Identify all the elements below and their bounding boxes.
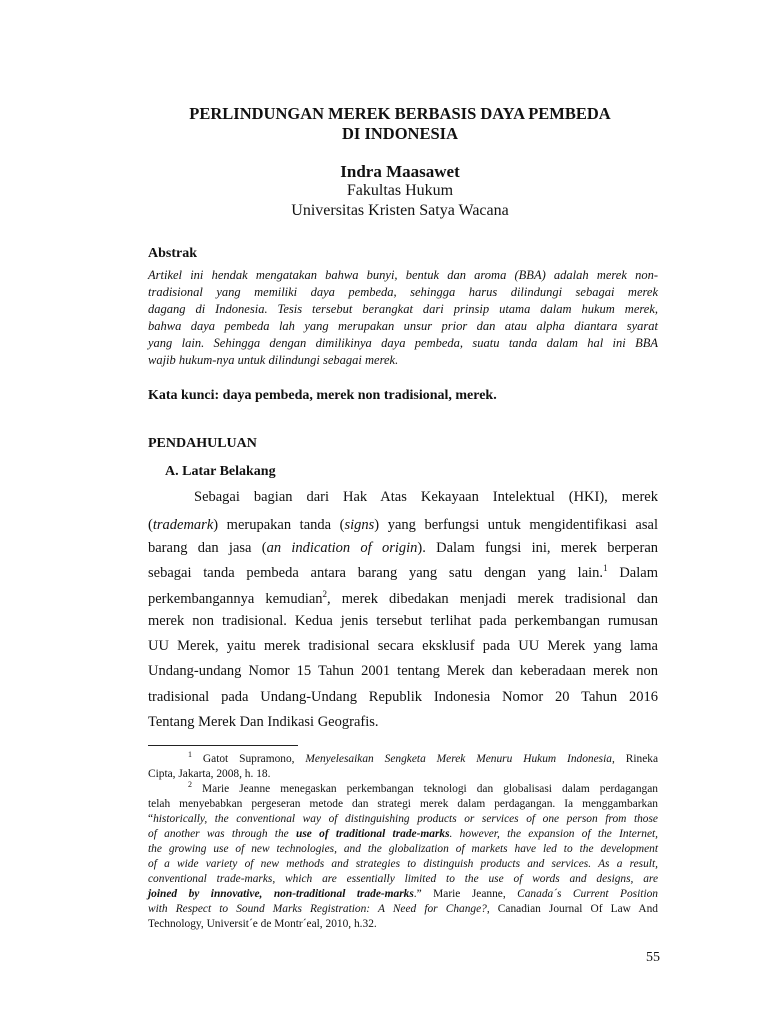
affiliation-university: Universitas Kristen Satya Wacana	[291, 202, 509, 219]
body-line: UU Merek, yaitu merek tradisional secara eksklusif pada UU Merek yang lama	[148, 638, 658, 654]
footnote-1: $^1$ Gatot Supramono, Menyelesaikan Sengketa Merek Menuru Hukum Indonesia, Rineka	[188, 750, 658, 765]
abstract-line: dagang di Indonesia. Tesis tersebut berangkat dari prinsip utama dalam hukum merek,	[148, 302, 658, 316]
affiliation-faculty: Fakultas Hukum	[346, 182, 454, 199]
page-number: 55	[646, 950, 660, 965]
abstract-line: bahwa daya pembeda lah yang merupakan unsur prior dan atau alpha diantara syarat	[148, 319, 658, 333]
abstract-line: Artikel ini hendak mengatakan bahwa bunyi, bentuk dan aroma (BBA) adalah merek non-	[148, 268, 658, 282]
footnote-2-line: telah menyebabkan pergeseran metode dan strategi merek dalam perdagangan. Ia menggambarkan	[148, 798, 658, 810]
abstract-line: wajib hukum-nya untuk dilindungi sebagai merek.	[148, 353, 399, 367]
paper-title-line-1: PERLINDUNGAN MEREK BERBASIS DAYA PEMBEDA	[189, 104, 611, 123]
body-line: Sebagai bagian dari Hak Atas Kekayaan Intelektual (HKI), merek	[194, 489, 658, 505]
body-line: Undang-undang Nomor 15 Tahun 2001 tentang Merek dan keberadaan merek non	[148, 663, 658, 679]
footnote-2-line: joined by innovative, non-traditional trade-marks.” Marie Jeanne, Canada´s Current Position	[148, 888, 658, 900]
subsection-heading: A. Latar Belakang	[165, 464, 276, 479]
footnote-2: $^2$ Marie Jeanne menegaskan perkembangan teknologi dan globalisasi dalam perdagangan	[188, 780, 658, 795]
section-heading: PENDAHULUAN	[148, 436, 257, 451]
body-line: barang dan jasa (an indication of origin). Dalam fungsi ini, merek berperan	[148, 540, 659, 556]
footnote-2-line: Technology, Universit´e de Montr´eal, 2010, h.32.	[148, 918, 377, 930]
author-name: Indra Maasawet	[340, 162, 460, 181]
body-line: merek non tradisional. Kedua jenis tersebut terlihat pada perkembangan rumusan	[148, 613, 658, 629]
footnote-1-cont: Cipta, Jakarta, 2008, h. 18.	[148, 768, 271, 780]
body-line: Tentang Merek Dan Indikasi Geografis.	[148, 714, 379, 730]
paper-title-line-2: DI INDONESIA	[342, 124, 458, 143]
body-line: tradisional pada Undang-Undang Republik Indonesia Nomor 20 Tahun 2016	[148, 689, 658, 705]
abstract-line: tradisional yang memiliki daya pembeda, sehingga harus dilindungi sebagai merek	[148, 285, 658, 299]
footnote-2-line: of a wide variety of new methods and strategies to distinguish products and services. As a result,	[148, 858, 658, 870]
abstract-heading: Abstrak	[148, 246, 198, 261]
footnote-2-line: with Respect to Sound Marks Registration: A Need for Change?, Canadian Journal Of Law And	[148, 903, 658, 915]
footnote-separator	[148, 745, 298, 746]
footnote-2-line: conventional trade-marks, which are essentially limited to the use of words and designs, are	[148, 873, 658, 885]
body-line: perkembangannya kemudian$^2$, merek dibedakan menjadi merek tradisional dan	[148, 589, 658, 607]
body-line: (trademark) merupakan tanda (signs) yang berfungsi untuk mengidentifikasi asal	[148, 517, 658, 533]
keywords: Kata kunci: daya pembeda, merek non tradisional, merek.	[148, 388, 497, 403]
footnote-ref-1[interactable]: 1	[603, 563, 608, 574]
footnote-2-line: “historically, the conventional way of distinguishing products or services of one person from those	[148, 813, 658, 825]
footnote-2-line: the growing use of new technologies, and the globalization of markets have led to the development	[148, 843, 658, 855]
footnote-2-line: of another was through the use of traditional trade-marks. however, the expansion of the Internet,	[148, 828, 659, 840]
body-line: sebagai tanda pembeda antara barang yang satu dengan yang lain.$^1$ Dalam	[148, 563, 658, 581]
footnote-ref-2[interactable]: 2	[322, 589, 328, 600]
abstract-line: yang lain. Sehingga dengan dimilikinya daya pembeda, suatu tanda dalam hal ini BBA	[148, 336, 658, 350]
